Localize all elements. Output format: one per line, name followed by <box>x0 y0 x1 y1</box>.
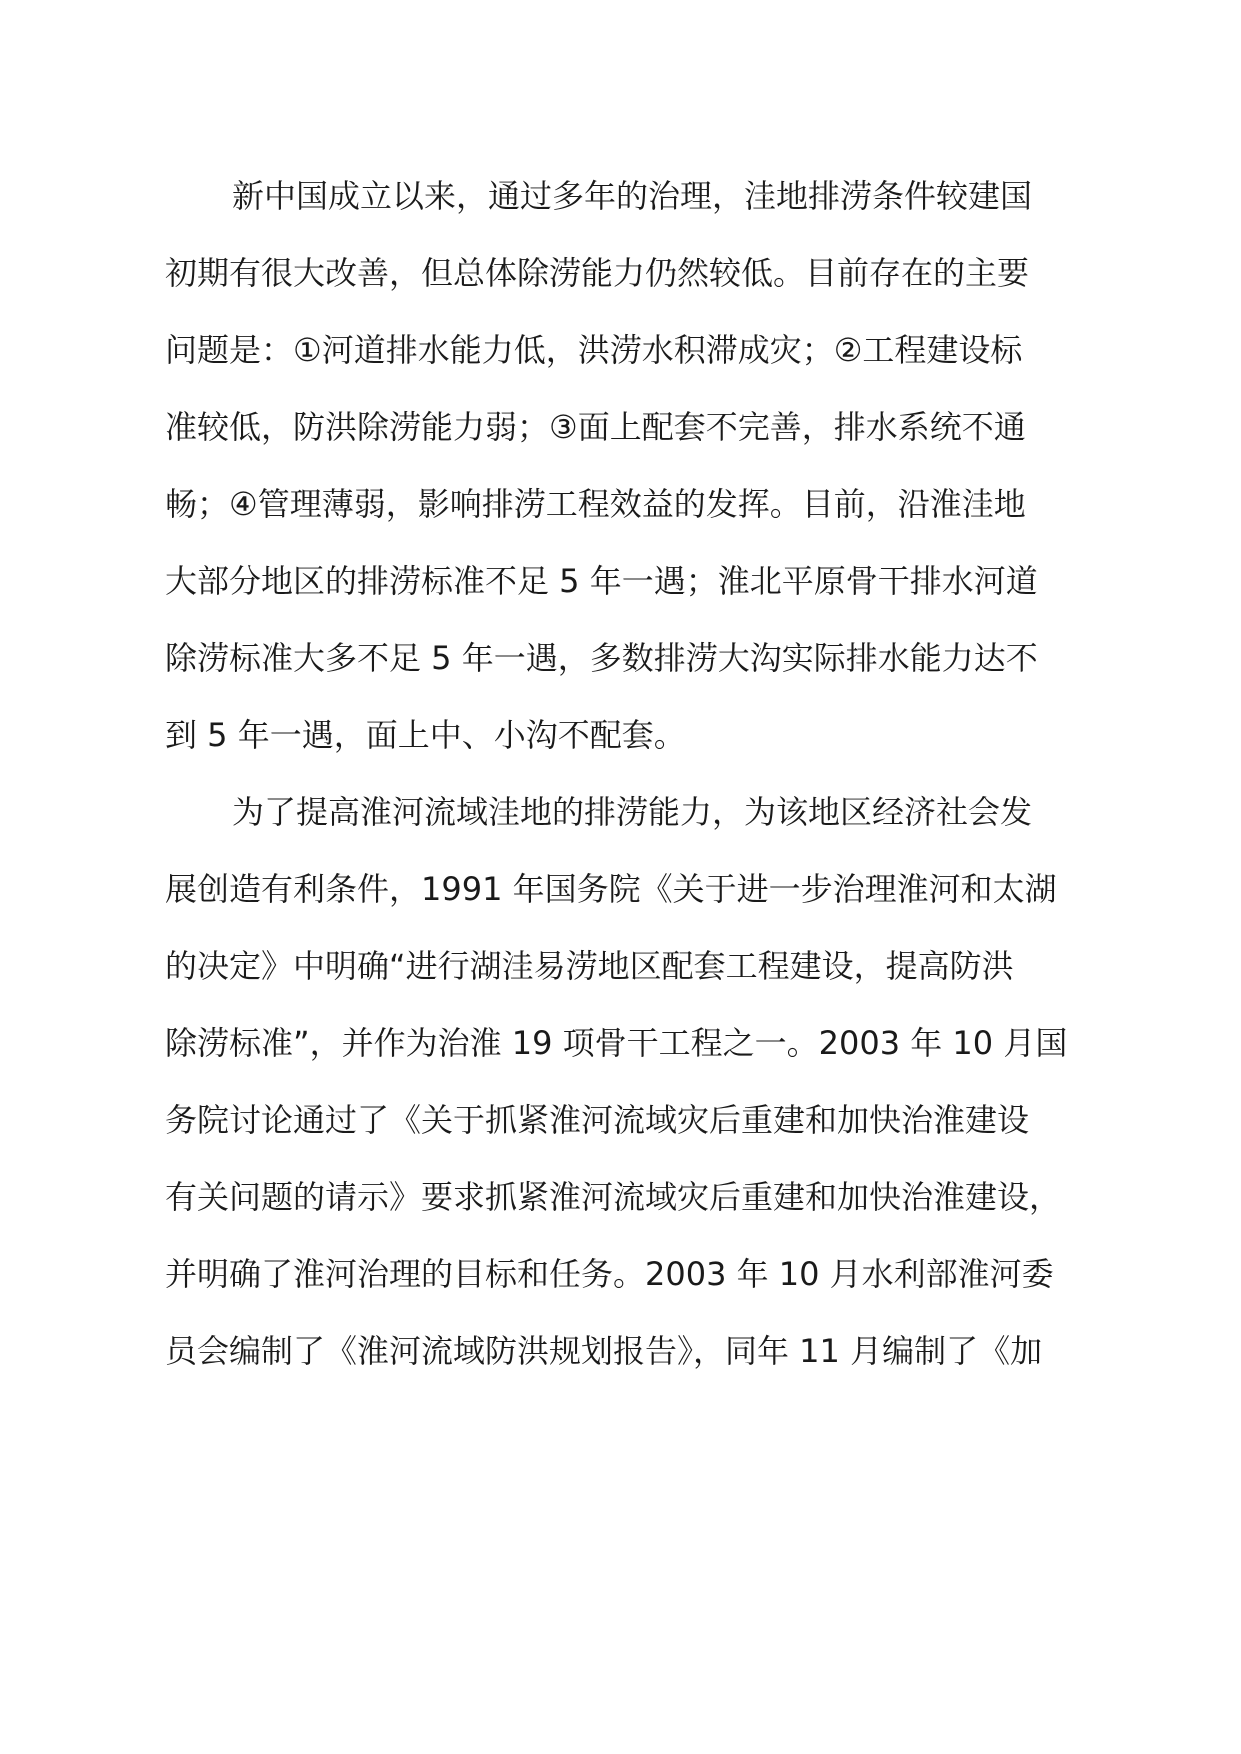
paragraph-2-line-8: 员会编制了《淮河流域防洪规划报告》，同年 11 月编制了《加 <box>165 1332 1043 1370</box>
paragraph-1-line-2: 初期有很大改善，但总体除涝能力仍然较低。目前存在的主要 <box>165 254 1030 292</box>
paragraph-1-line-6: 大部分地区的排涝标准不足 5 年一遇；淮北平原骨干排水河道 <box>165 562 1038 600</box>
paragraph-2-line-1: 为了提高淮河流域洼地的排涝能力，为该地区经济社会发 <box>232 793 1033 831</box>
paragraph-1-line-3: 问题是：①河道排水能力低，洪涝水积滞成灾；②工程建设标 <box>165 331 1023 369</box>
paragraph-1-line-8: 到 5 年一遇，面上中、小沟不配套。 <box>165 716 686 754</box>
paragraph-1-line-5: 畅；④管理薄弱，影响排涝工程效益的发挥。目前，沿淮洼地 <box>165 485 1026 523</box>
paragraph-2-line-2: 展创造有利条件，1991 年国务院《关于进一步治理淮河和太湖 <box>165 870 1057 908</box>
paragraph-2-line-7: 并明确了淮河治理的目标和任务。2003 年 10 月水利部淮河委 <box>165 1255 1054 1293</box>
paragraph-1-line-7: 除涝标准大多不足 5 年一遇，多数排涝大沟实际排水能力达不 <box>165 639 1038 677</box>
paragraph-2-line-6: 有关问题的请示》要求抓紧淮河流域灾后重建和加快治淮建设， <box>165 1178 1062 1216</box>
paragraph-1-line-4: 准较低，防洪除涝能力弱；③面上配套不完善，排水系统不通 <box>165 408 1026 446</box>
paragraph-2-line-5: 务院讨论通过了《关于抓紧淮河流域灾后重建和加快治淮建设 <box>165 1101 1030 1139</box>
paragraph-1-line-1: 新中国成立以来，通过多年的治理，洼地排涝条件较建国 <box>232 177 1033 215</box>
paragraph-2-line-4: 除涝标准”，并作为治淮 19 项骨干工程之一。2003 年 10 月国 <box>165 1024 1068 1062</box>
paragraph-2-line-3: 的决定》中明确“进行湖洼易涝地区配套工程建设，提高防洪 <box>165 947 1014 985</box>
